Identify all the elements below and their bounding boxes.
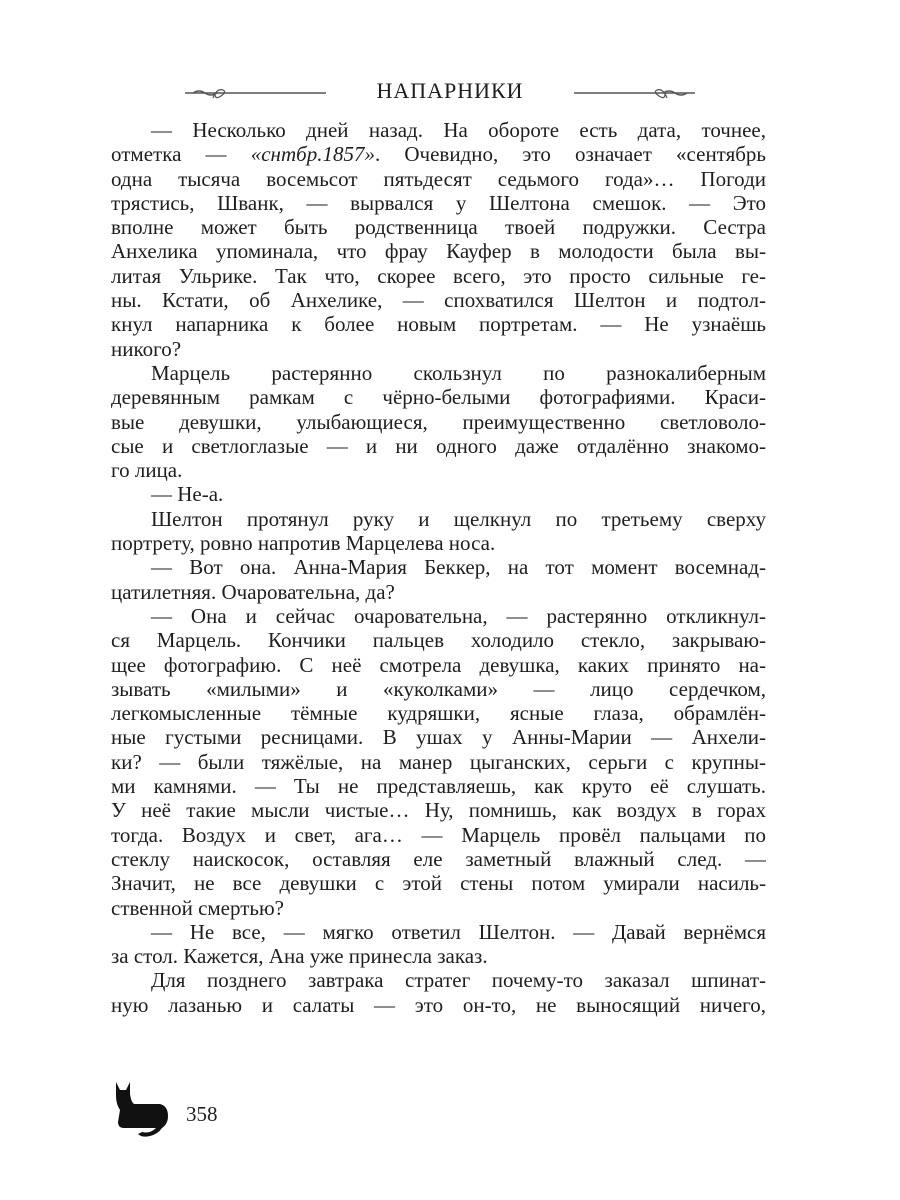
text-line: тогда. Воздух и свет, ага… — Марцель провёл пальцами по bbox=[111, 822, 766, 847]
text-line: кнул напарника к более новым портретам. — Не узнаёшь bbox=[111, 312, 766, 337]
text-line: ми камнями. — Ты не представляешь, как круто её слушать. bbox=[111, 774, 766, 799]
text-line: легкомысленные тёмные кудряшки, ясные глаза, обрамлён- bbox=[111, 701, 766, 726]
text-line: ся Марцель. Кончики пальцев холодило стекло, закрываю- bbox=[111, 628, 766, 653]
text-line: вые девушки, улыбающиеся, преимущественно светловоло- bbox=[111, 409, 766, 434]
running-header bbox=[0, 76, 900, 110]
text-line: ные густыми ресницами. В ушах у Анны-Марии — Анхели- bbox=[111, 725, 766, 750]
body-text bbox=[111, 118, 766, 1017]
text-line: цатилетняя. Очаровательна, да? bbox=[111, 579, 395, 604]
text-line: деревянным рамкам с чёрно-белыми фотографиями. Краси- bbox=[111, 385, 766, 410]
page-number: 358 bbox=[186, 1102, 218, 1126]
text-line: зывать «милыми» и «куколками» — лицо сердечком, bbox=[111, 676, 766, 701]
text-line: за стол. Кажется, Ана уже принесла заказ. bbox=[111, 944, 488, 969]
text-line: Для позднего завтрака стратег почему-то заказал шпинат- bbox=[151, 968, 766, 993]
text-line: отметка — «снтбр.1857». Очевидно, это означает «сентябрь bbox=[111, 142, 766, 167]
text-line: Шелтон протянул руку и щелкнул по третьему сверху bbox=[151, 506, 766, 531]
text-line: У неё такие мысли чистые… Ну, помнишь, как воздух в горах bbox=[111, 798, 766, 823]
chapter-title: НАПАРНИКИ bbox=[376, 78, 524, 103]
text-line: вполне может быть родственница твоей подружки. Сестра bbox=[111, 215, 766, 240]
text-line: Марцель растерянно скользнул по разнокалиберным bbox=[151, 360, 766, 385]
text-line: — Она и сейчас очаровательна, — растерянно откликнул- bbox=[151, 603, 766, 628]
text-line: — Вот она. Анна-Мария Беккер, на тот момент восемнад- bbox=[151, 555, 766, 580]
text-line: ки? — были тяжёлые, на манер цыганских, серьги с крупны- bbox=[111, 749, 766, 774]
text-line: — Несколько дней назад. На обороте есть дата, точнее, bbox=[151, 118, 766, 142]
text-line: трястись, Шванк, — вырвался у Шелтона смешок. — Это bbox=[111, 190, 766, 215]
cat-icon bbox=[112, 1080, 172, 1142]
text-line: одна тысяча восемьсот пятьдесят седьмого года»… Погоди bbox=[111, 166, 766, 191]
text-line: — Не-а. bbox=[151, 482, 224, 507]
ornament-right-icon bbox=[572, 84, 697, 102]
text-line: Значит, не все девушки с этой стены потом умирали насиль- bbox=[111, 871, 766, 896]
text-line: щее фотографию. С неё смотрела девушка, каких принято на- bbox=[111, 652, 766, 677]
text-line: портрету, ровно напротив Марцелева носа. bbox=[111, 531, 496, 556]
text-line: никого? bbox=[111, 336, 182, 361]
text-line: го лица. bbox=[111, 458, 183, 483]
ornament-left-icon bbox=[183, 84, 328, 102]
text-line: сые и светлоглазые — и ни одного даже отдалённо знакомо- bbox=[111, 433, 766, 458]
text-line: ственной смертью? bbox=[111, 895, 284, 920]
text-line: литая Ульрике. Так что, скорее всего, это просто сильные ге- bbox=[111, 263, 766, 288]
text-line: стеклу наискосок, оставляя еле заметный влажный след. — bbox=[111, 846, 766, 871]
text-line: — Не все, — мягко ответил Шелтон. — Давай вернёмся bbox=[151, 919, 766, 944]
text-line: ны. Кстати, об Анхелике, — спохватился Шелтон и подтол- bbox=[111, 288, 766, 313]
text-line: ную лазанью и салаты — это он-то, не выносящий ничего, bbox=[111, 992, 766, 1017]
text-line: Анхелика упоминала, что фрау Кауфер в молодости была вы- bbox=[111, 239, 766, 264]
